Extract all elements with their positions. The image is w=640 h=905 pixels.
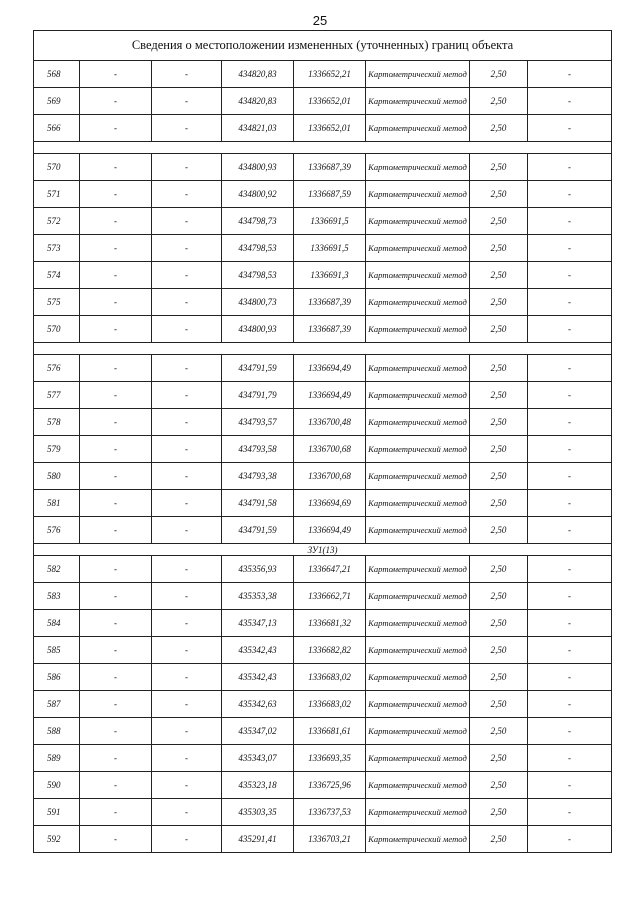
y-coordinate-cell: 1336725,96: [294, 772, 366, 799]
accuracy-cell: 2,50: [470, 826, 528, 853]
method-cell: Картометрический метод: [366, 409, 470, 436]
point-number-cell: 569: [34, 88, 80, 115]
prev-x-cell: -: [80, 517, 152, 544]
point-number-cell: 586: [34, 664, 80, 691]
accuracy-cell: 2,50: [470, 637, 528, 664]
boundary-coordinates-table: [33, 30, 612, 853]
method-cell: Картометрический метод: [366, 262, 470, 289]
prev-y-cell: -: [152, 490, 222, 517]
y-coordinate-cell: 1336683,02: [294, 664, 366, 691]
x-coordinate-cell: 435347,13: [222, 610, 294, 637]
description-cell: -: [528, 409, 612, 436]
prev-x-cell: -: [80, 637, 152, 664]
y-coordinate-cell: 1336691,5: [294, 208, 366, 235]
point-number-cell: 568: [34, 61, 80, 88]
y-coordinate-cell: 1336691,5: [294, 235, 366, 262]
description-cell: -: [528, 115, 612, 142]
table-row: [34, 664, 612, 691]
y-coordinate-cell: 1336647,21: [294, 556, 366, 583]
table-body: [34, 61, 612, 853]
point-number-cell: 589: [34, 745, 80, 772]
point-number-cell: 583: [34, 583, 80, 610]
description-cell: -: [528, 664, 612, 691]
method-cell: Картометрический метод: [366, 799, 470, 826]
method-cell: Картометрический метод: [366, 289, 470, 316]
y-coordinate-cell: 1336700,48: [294, 409, 366, 436]
section-label: ЗУ1(13): [34, 544, 612, 556]
description-cell: -: [528, 382, 612, 409]
point-number-cell: 570: [34, 154, 80, 181]
x-coordinate-cell: 435342,43: [222, 664, 294, 691]
accuracy-cell: 2,50: [470, 610, 528, 637]
y-coordinate-cell: 1336682,82: [294, 637, 366, 664]
x-coordinate-cell: 435356,93: [222, 556, 294, 583]
table-title: Сведения о местоположении измененных (уточненных) границ объекта: [34, 31, 612, 61]
x-coordinate-cell: 434793,38: [222, 463, 294, 490]
accuracy-cell: 2,50: [470, 208, 528, 235]
table-row: [34, 691, 612, 718]
table-row: [34, 490, 612, 517]
point-number-cell: 588: [34, 718, 80, 745]
table-row: [34, 61, 612, 88]
description-cell: -: [528, 610, 612, 637]
x-coordinate-cell: 435347,02: [222, 718, 294, 745]
description-cell: -: [528, 772, 612, 799]
prev-y-cell: -: [152, 745, 222, 772]
table-row: [34, 208, 612, 235]
x-coordinate-cell: 434798,53: [222, 235, 294, 262]
accuracy-cell: 2,50: [470, 691, 528, 718]
prev-y-cell: -: [152, 556, 222, 583]
y-coordinate-cell: 1336700,68: [294, 463, 366, 490]
point-number-cell: 576: [34, 355, 80, 382]
prev-x-cell: -: [80, 316, 152, 343]
prev-y-cell: -: [152, 610, 222, 637]
x-coordinate-cell: 434791,59: [222, 355, 294, 382]
table-row: [34, 181, 612, 208]
method-cell: Картометрический метод: [366, 826, 470, 853]
method-cell: Картометрический метод: [366, 115, 470, 142]
description-cell: -: [528, 583, 612, 610]
y-coordinate-cell: 1336683,02: [294, 691, 366, 718]
x-coordinate-cell: 434791,79: [222, 382, 294, 409]
description-cell: -: [528, 235, 612, 262]
prev-y-cell: -: [152, 355, 222, 382]
x-coordinate-cell: 435353,38: [222, 583, 294, 610]
description-cell: -: [528, 289, 612, 316]
description-cell: -: [528, 463, 612, 490]
prev-x-cell: -: [80, 355, 152, 382]
point-number-cell: 585: [34, 637, 80, 664]
y-coordinate-cell: 1336681,61: [294, 718, 366, 745]
method-cell: Картометрический метод: [366, 583, 470, 610]
description-cell: -: [528, 88, 612, 115]
description-cell: -: [528, 490, 612, 517]
x-coordinate-cell: 434798,53: [222, 262, 294, 289]
accuracy-cell: 2,50: [470, 382, 528, 409]
point-number-cell: 570: [34, 316, 80, 343]
y-coordinate-cell: 1336687,39: [294, 289, 366, 316]
point-number-cell: 579: [34, 436, 80, 463]
table-row: [34, 154, 612, 181]
prev-x-cell: -: [80, 88, 152, 115]
separator-row: [34, 343, 612, 355]
y-coordinate-cell: 1336693,35: [294, 745, 366, 772]
x-coordinate-cell: 435342,63: [222, 691, 294, 718]
point-number-cell: 582: [34, 556, 80, 583]
table-row: [34, 409, 612, 436]
table-row: [34, 289, 612, 316]
accuracy-cell: 2,50: [470, 88, 528, 115]
prev-x-cell: -: [80, 289, 152, 316]
prev-x-cell: -: [80, 235, 152, 262]
description-cell: -: [528, 355, 612, 382]
prev-x-cell: -: [80, 718, 152, 745]
method-cell: Картометрический метод: [366, 208, 470, 235]
accuracy-cell: 2,50: [470, 409, 528, 436]
accuracy-cell: 2,50: [470, 115, 528, 142]
method-cell: Картометрический метод: [366, 88, 470, 115]
prev-y-cell: -: [152, 115, 222, 142]
accuracy-cell: 2,50: [470, 181, 528, 208]
point-number-cell: 587: [34, 691, 80, 718]
prev-x-cell: -: [80, 799, 152, 826]
prev-x-cell: -: [80, 262, 152, 289]
table-row: [34, 718, 612, 745]
x-coordinate-cell: 435291,41: [222, 826, 294, 853]
table-row: [34, 799, 612, 826]
table-row: [34, 88, 612, 115]
table-row: [34, 745, 612, 772]
x-coordinate-cell: 435342,43: [222, 637, 294, 664]
accuracy-cell: 2,50: [470, 289, 528, 316]
description-cell: -: [528, 718, 612, 745]
prev-x-cell: -: [80, 490, 152, 517]
table-row: [34, 355, 612, 382]
prev-x-cell: -: [80, 208, 152, 235]
x-coordinate-cell: 434820,83: [222, 61, 294, 88]
method-cell: Картометрический метод: [366, 61, 470, 88]
y-coordinate-cell: 1336737,53: [294, 799, 366, 826]
prev-y-cell: -: [152, 826, 222, 853]
accuracy-cell: 2,50: [470, 316, 528, 343]
table-row: [34, 235, 612, 262]
method-cell: Картометрический метод: [366, 745, 470, 772]
point-number-cell: 577: [34, 382, 80, 409]
y-coordinate-cell: 1336652,21: [294, 61, 366, 88]
y-coordinate-cell: 1336652,01: [294, 115, 366, 142]
description-cell: -: [528, 799, 612, 826]
prev-y-cell: -: [152, 235, 222, 262]
table-row: [34, 637, 612, 664]
description-cell: -: [528, 154, 612, 181]
point-number-cell: 578: [34, 409, 80, 436]
y-coordinate-cell: 1336694,69: [294, 490, 366, 517]
page-number: 25: [312, 13, 328, 28]
accuracy-cell: 2,50: [470, 799, 528, 826]
y-coordinate-cell: 1336662,71: [294, 583, 366, 610]
table-row: [34, 517, 612, 544]
prev-x-cell: -: [80, 583, 152, 610]
accuracy-cell: 2,50: [470, 517, 528, 544]
y-coordinate-cell: 1336652,01: [294, 88, 366, 115]
prev-y-cell: -: [152, 316, 222, 343]
prev-y-cell: -: [152, 718, 222, 745]
point-number-cell: 575: [34, 289, 80, 316]
accuracy-cell: 2,50: [470, 490, 528, 517]
prev-y-cell: -: [152, 583, 222, 610]
prev-y-cell: -: [152, 382, 222, 409]
table-row: [34, 556, 612, 583]
x-coordinate-cell: 435303,35: [222, 799, 294, 826]
method-cell: Картометрический метод: [366, 154, 470, 181]
method-cell: Картометрический метод: [366, 556, 470, 583]
x-coordinate-cell: 435343,07: [222, 745, 294, 772]
prev-y-cell: -: [152, 262, 222, 289]
point-number-cell: 574: [34, 262, 80, 289]
prev-y-cell: -: [152, 772, 222, 799]
description-cell: -: [528, 691, 612, 718]
prev-y-cell: -: [152, 691, 222, 718]
y-coordinate-cell: 1336694,49: [294, 355, 366, 382]
point-number-cell: 591: [34, 799, 80, 826]
prev-x-cell: -: [80, 463, 152, 490]
x-coordinate-cell: 434821,03: [222, 115, 294, 142]
accuracy-cell: 2,50: [470, 463, 528, 490]
description-cell: -: [528, 262, 612, 289]
prev-y-cell: -: [152, 289, 222, 316]
prev-x-cell: -: [80, 154, 152, 181]
prev-y-cell: -: [152, 154, 222, 181]
description-cell: -: [528, 436, 612, 463]
description-cell: -: [528, 208, 612, 235]
method-cell: Картометрический метод: [366, 316, 470, 343]
method-cell: Картометрический метод: [366, 637, 470, 664]
prev-y-cell: -: [152, 436, 222, 463]
method-cell: Картометрический метод: [366, 463, 470, 490]
prev-y-cell: -: [152, 799, 222, 826]
y-coordinate-cell: 1336687,59: [294, 181, 366, 208]
accuracy-cell: 2,50: [470, 718, 528, 745]
separator-row: [34, 142, 612, 154]
accuracy-cell: 2,50: [470, 664, 528, 691]
y-coordinate-cell: 1336694,49: [294, 517, 366, 544]
accuracy-cell: 2,50: [470, 154, 528, 181]
point-number-cell: 566: [34, 115, 80, 142]
y-coordinate-cell: 1336691,3: [294, 262, 366, 289]
y-coordinate-cell: 1336687,39: [294, 154, 366, 181]
point-number-cell: 576: [34, 517, 80, 544]
method-cell: Картометрический метод: [366, 664, 470, 691]
method-cell: Картометрический метод: [366, 718, 470, 745]
table-row: [34, 382, 612, 409]
description-cell: -: [528, 556, 612, 583]
x-coordinate-cell: 434791,58: [222, 490, 294, 517]
description-cell: -: [528, 316, 612, 343]
point-number-cell: 572: [34, 208, 80, 235]
prev-y-cell: -: [152, 409, 222, 436]
prev-x-cell: -: [80, 382, 152, 409]
y-coordinate-cell: 1336687,39: [294, 316, 366, 343]
point-number-cell: 581: [34, 490, 80, 517]
prev-y-cell: -: [152, 637, 222, 664]
method-cell: Картометрический метод: [366, 355, 470, 382]
description-cell: -: [528, 517, 612, 544]
accuracy-cell: 2,50: [470, 61, 528, 88]
x-coordinate-cell: 434793,57: [222, 409, 294, 436]
y-coordinate-cell: 1336703,21: [294, 826, 366, 853]
method-cell: Картометрический метод: [366, 517, 470, 544]
method-cell: Картометрический метод: [366, 691, 470, 718]
method-cell: Картометрический метод: [366, 235, 470, 262]
section-label-row: [34, 544, 612, 556]
method-cell: Картометрический метод: [366, 436, 470, 463]
point-number-cell: 592: [34, 826, 80, 853]
table-row: [34, 826, 612, 853]
point-number-cell: 590: [34, 772, 80, 799]
accuracy-cell: 2,50: [470, 355, 528, 382]
prev-y-cell: -: [152, 61, 222, 88]
prev-x-cell: -: [80, 826, 152, 853]
method-cell: Картометрический метод: [366, 772, 470, 799]
prev-y-cell: -: [152, 664, 222, 691]
method-cell: Картометрический метод: [366, 610, 470, 637]
point-number-cell: 571: [34, 181, 80, 208]
prev-x-cell: -: [80, 61, 152, 88]
x-coordinate-cell: 435323,18: [222, 772, 294, 799]
prev-y-cell: -: [152, 463, 222, 490]
prev-x-cell: -: [80, 691, 152, 718]
accuracy-cell: 2,50: [470, 436, 528, 463]
separator-cell: [34, 142, 612, 154]
y-coordinate-cell: 1336694,49: [294, 382, 366, 409]
accuracy-cell: 2,50: [470, 262, 528, 289]
prev-y-cell: -: [152, 208, 222, 235]
description-cell: -: [528, 61, 612, 88]
accuracy-cell: 2,50: [470, 772, 528, 799]
prev-x-cell: -: [80, 772, 152, 799]
description-cell: -: [528, 181, 612, 208]
prev-x-cell: -: [80, 664, 152, 691]
accuracy-cell: 2,50: [470, 235, 528, 262]
prev-x-cell: -: [80, 610, 152, 637]
table-row: [34, 115, 612, 142]
x-coordinate-cell: 434800,93: [222, 316, 294, 343]
prev-x-cell: -: [80, 745, 152, 772]
method-cell: Картометрический метод: [366, 181, 470, 208]
prev-x-cell: -: [80, 115, 152, 142]
x-coordinate-cell: 434791,59: [222, 517, 294, 544]
x-coordinate-cell: 434793,58: [222, 436, 294, 463]
point-number-cell: 580: [34, 463, 80, 490]
point-number-cell: 584: [34, 610, 80, 637]
table-row: [34, 463, 612, 490]
prev-x-cell: -: [80, 181, 152, 208]
prev-y-cell: -: [152, 517, 222, 544]
table-row: [34, 610, 612, 637]
x-coordinate-cell: 434800,73: [222, 289, 294, 316]
prev-x-cell: -: [80, 436, 152, 463]
prev-x-cell: -: [80, 409, 152, 436]
table-row: [34, 436, 612, 463]
prev-x-cell: -: [80, 556, 152, 583]
y-coordinate-cell: 1336681,32: [294, 610, 366, 637]
description-cell: -: [528, 745, 612, 772]
accuracy-cell: 2,50: [470, 583, 528, 610]
accuracy-cell: 2,50: [470, 556, 528, 583]
x-coordinate-cell: 434800,92: [222, 181, 294, 208]
description-cell: -: [528, 637, 612, 664]
x-coordinate-cell: 434820,83: [222, 88, 294, 115]
prev-y-cell: -: [152, 181, 222, 208]
table-row: [34, 583, 612, 610]
y-coordinate-cell: 1336700,68: [294, 436, 366, 463]
prev-y-cell: -: [152, 88, 222, 115]
table-row: [34, 262, 612, 289]
method-cell: Картометрический метод: [366, 382, 470, 409]
x-coordinate-cell: 434798,73: [222, 208, 294, 235]
description-cell: -: [528, 826, 612, 853]
table-row: [34, 772, 612, 799]
x-coordinate-cell: 434800,93: [222, 154, 294, 181]
separator-cell: [34, 343, 612, 355]
accuracy-cell: 2,50: [470, 745, 528, 772]
point-number-cell: 573: [34, 235, 80, 262]
table-row: [34, 316, 612, 343]
method-cell: Картометрический метод: [366, 490, 470, 517]
